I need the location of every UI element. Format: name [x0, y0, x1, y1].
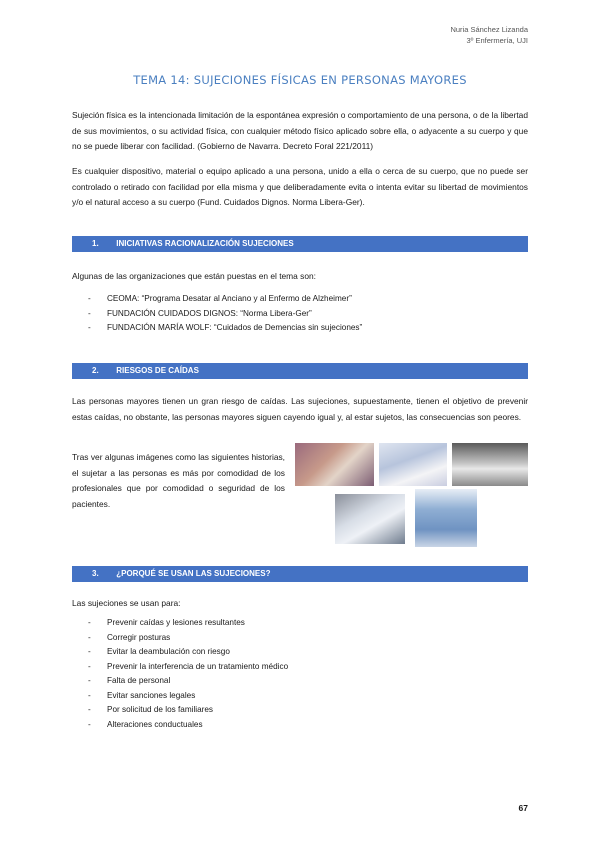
definition-paragraph-1: Sujeción física es la intencionada limitación de la espontánea expresión o comportamiento de una persona, o de la libertad de sus movimientos, o su actividad física, con cualquier método físico aplicado sobre ella, o adyacente a su cuerpo y que no se puede liberar con facilidad. (Gobierno de Navarra. Decreto Foral 221/2011)	[72, 110, 528, 151]
restraint-photo-wrist-strap	[379, 443, 447, 486]
section-2-title: RIESGOS DE CAÍDAS	[116, 366, 199, 375]
section-2-number: 2.	[92, 366, 99, 375]
restraint-photo-bed-rail	[452, 443, 528, 486]
section-3-title: ¿PORQUÉ SE USAN LAS SUJECIONES?	[116, 569, 271, 578]
section-1-intro: Algunas de las organizaciones que están puestas en el tema son:	[72, 271, 316, 281]
page-title: TEMA 14: SUJECIONES FÍSICAS EN PERSONAS MAYORES	[133, 73, 467, 87]
list-item: - Alteraciones conductuales	[88, 718, 288, 733]
section-3-number: 3.	[92, 569, 99, 578]
list-item: - Prevenir la interferencia de un tratamiento médico	[88, 660, 288, 675]
list-item: - FUNDACIÓN MARÍA WOLF: “Cuidados de Demencias sin sujeciones”	[88, 321, 362, 336]
section-1-number: 1.	[92, 239, 99, 248]
list-item: - Falta de personal	[88, 674, 288, 689]
definition-paragraph-2: Es cualquier dispositivo, material o equipo aplicado a una persona, unido a ella o cerca de su cuerpo, que no puede ser controlado o retirado con facilidad por ella misma y que deliberadamente evita o intenta evitar su libertad de movimientos y/o el natural acceso a su cuerpo (Fund. Cuidados Dignos. Norma Libera-Ger).	[72, 166, 528, 207]
header-course: 3º Enfermería, UJI	[466, 36, 528, 45]
section-1-header	[72, 236, 528, 252]
section-2-paragraph-2: Tras ver algunas imágenes como las siguientes historias, el sujetar a las personas es más por comodidad de los profesionales que por comodidad o seguridad de los pacientes.	[72, 452, 285, 509]
section-2-paragraph-1: Las personas mayores tienen un gran riesgo de caídas. Las sujeciones, supuestamente, tienen el objetivo de prevenir estas caídas, no obstante, las personas mayores siguen cayendo igual y, al estar sujetos, las consecuencias son peores.	[72, 396, 528, 422]
section-3-intro: Las sujeciones se usan para:	[72, 598, 181, 608]
list-item: - Prevenir caídas y lesiones resultantes	[88, 616, 288, 631]
list-item: - Evitar sanciones legales	[88, 689, 288, 704]
restraint-photo-vest	[415, 489, 477, 547]
section-2-header	[72, 363, 528, 379]
list-item: - FUNDACIÓN CUIDADOS DIGNOS: “Norma Libera-Ger”	[88, 307, 362, 322]
list-item: - Corregir posturas	[88, 631, 288, 646]
section-1-list	[88, 292, 362, 336]
restraint-photo-mitten	[335, 494, 405, 544]
page-number: 67	[518, 803, 528, 813]
restraint-photo-hands	[295, 443, 374, 486]
section-3-list	[88, 616, 288, 732]
list-item: - Por solicitud de los familiares	[88, 703, 288, 718]
list-item: - CEOMA: “Programa Desatar al Anciano y al Enfermo de Alzheimer”	[88, 292, 362, 307]
section-3-header	[72, 566, 528, 582]
page-header	[450, 24, 528, 46]
section-1-title: INICIATIVAS RACIONALIZACIÓN SUJECIONES	[116, 239, 294, 248]
header-author: Nuria Sánchez Lizanda	[450, 25, 528, 34]
list-item: - Evitar la deambulación con riesgo	[88, 645, 288, 660]
